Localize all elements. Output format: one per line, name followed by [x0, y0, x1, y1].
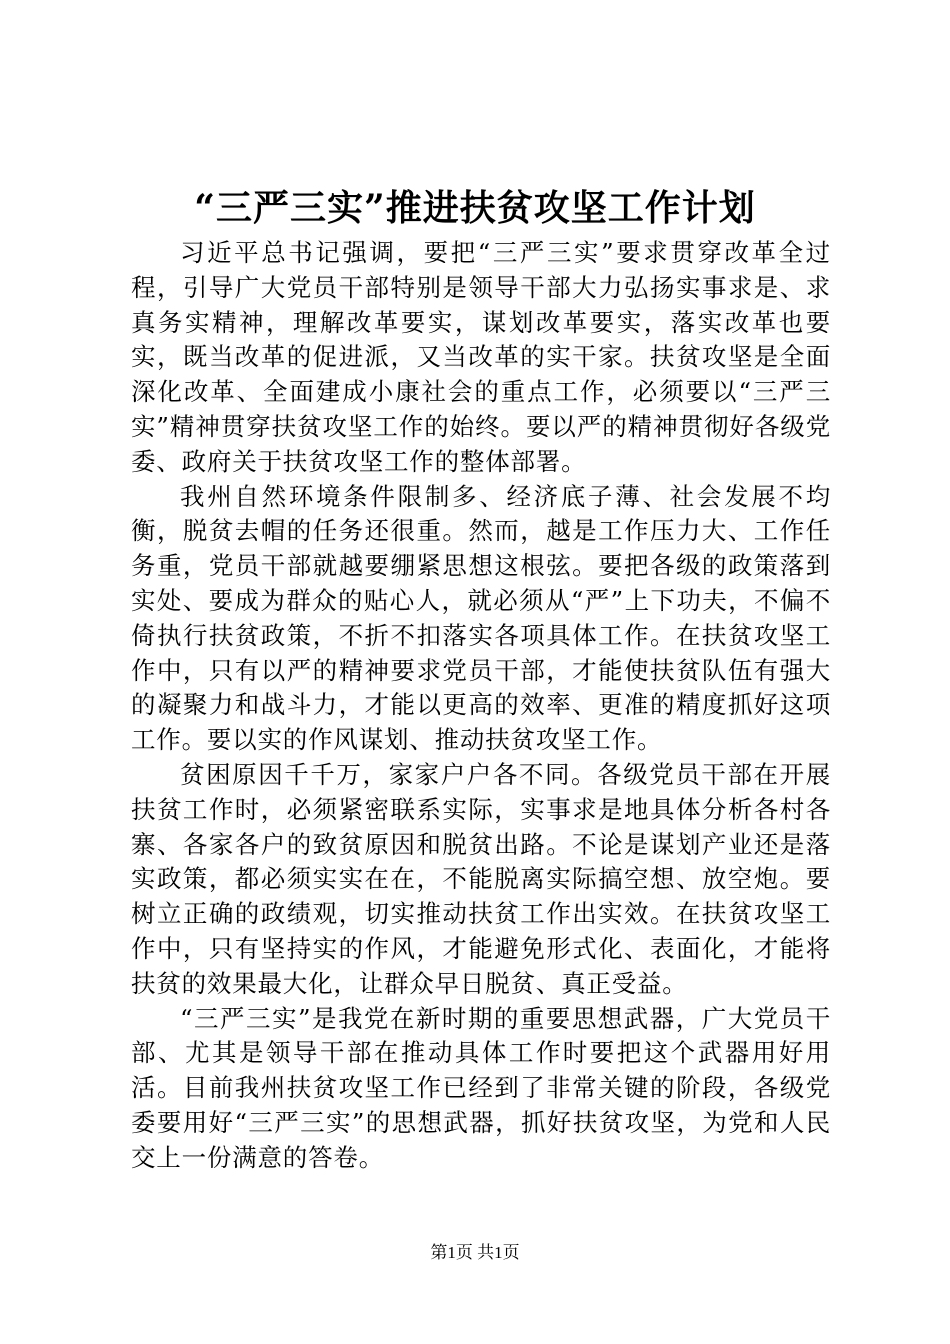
paragraph-4: “三严三实”是我党在新时期的重要思想武器，广大党员干部、尤其是领导干部在推动具体工作时要把这个武器用好用活。目前我州扶贫攻坚工作已经到了非常关键的阶段，各级党委要用好“三严三实”的思想武器，抓好扶贫攻坚，为党和人民交上一份满意的答卷。 [131, 1003, 831, 1172]
paragraph-3: 贫困原因千千万，家家户户各不同。各级党员干部在开展扶贫工作时，必须紧密联系实际，实事求是地具体分析各村各寨、各家各户的致贫原因和脱贫出路。不论是谋划产业还是落实政策，都必须实实在在，不能脱离实际搞空想、放空炮。要树立正确的政绩观，切实推动扶贫工作出实效。在扶贫攻坚工作中，只有坚持实的作风，才能避免形式化、表面化，才能将扶贫的效果最大化，让群众早日脱贫、真正受益。 [131, 759, 831, 998]
document-title: “三严三实”推进扶贫攻坚工作计划 [194, 187, 756, 229]
paragraph-1: 习近平总书记强调，要把“三严三实”要求贯穿改革全过程，引导广大党员干部特别是领导干部大力弘扬实事求是、求真务实精神，理解改革要实，谋划改革要实，落实改革也要实，既当改革的促进派，又当改革的实干家。扶贫攻坚是全面深化改革、全面建成小康社会的重点工作，必须要以“三严三实”精神贯穿扶贫攻坚工作的始终。要以严的精神贯彻好各级党委、政府关于扶贫攻坚工作的整体部署。 [131, 238, 831, 476]
paragraph-2: 我州自然环境条件限制多、经济底子薄、社会发展不均衡，脱贫去帽的任务还很重。然而，越是工作压力大、工作任务重，党员干部就越要绷紧思想这根弦。要把各级的政策落到实处、要成为群众的贴心人，就必须从“严”上下功夫，不偏不倚执行扶贫政策，不折不扣落实各项具体工作。在扶贫攻坚工作中，只有以严的精神要求党员干部，才能使扶贫队伍有强大的凝聚力和战斗力，才能以更高的效率、更准的精度抓好这项工作。要以实的作风谋划、推动扶贫攻坚工作。 [131, 481, 831, 755]
page-number-footer: 第1页 共1页 [430, 1243, 520, 1262]
document-body [131, 236, 831, 1176]
